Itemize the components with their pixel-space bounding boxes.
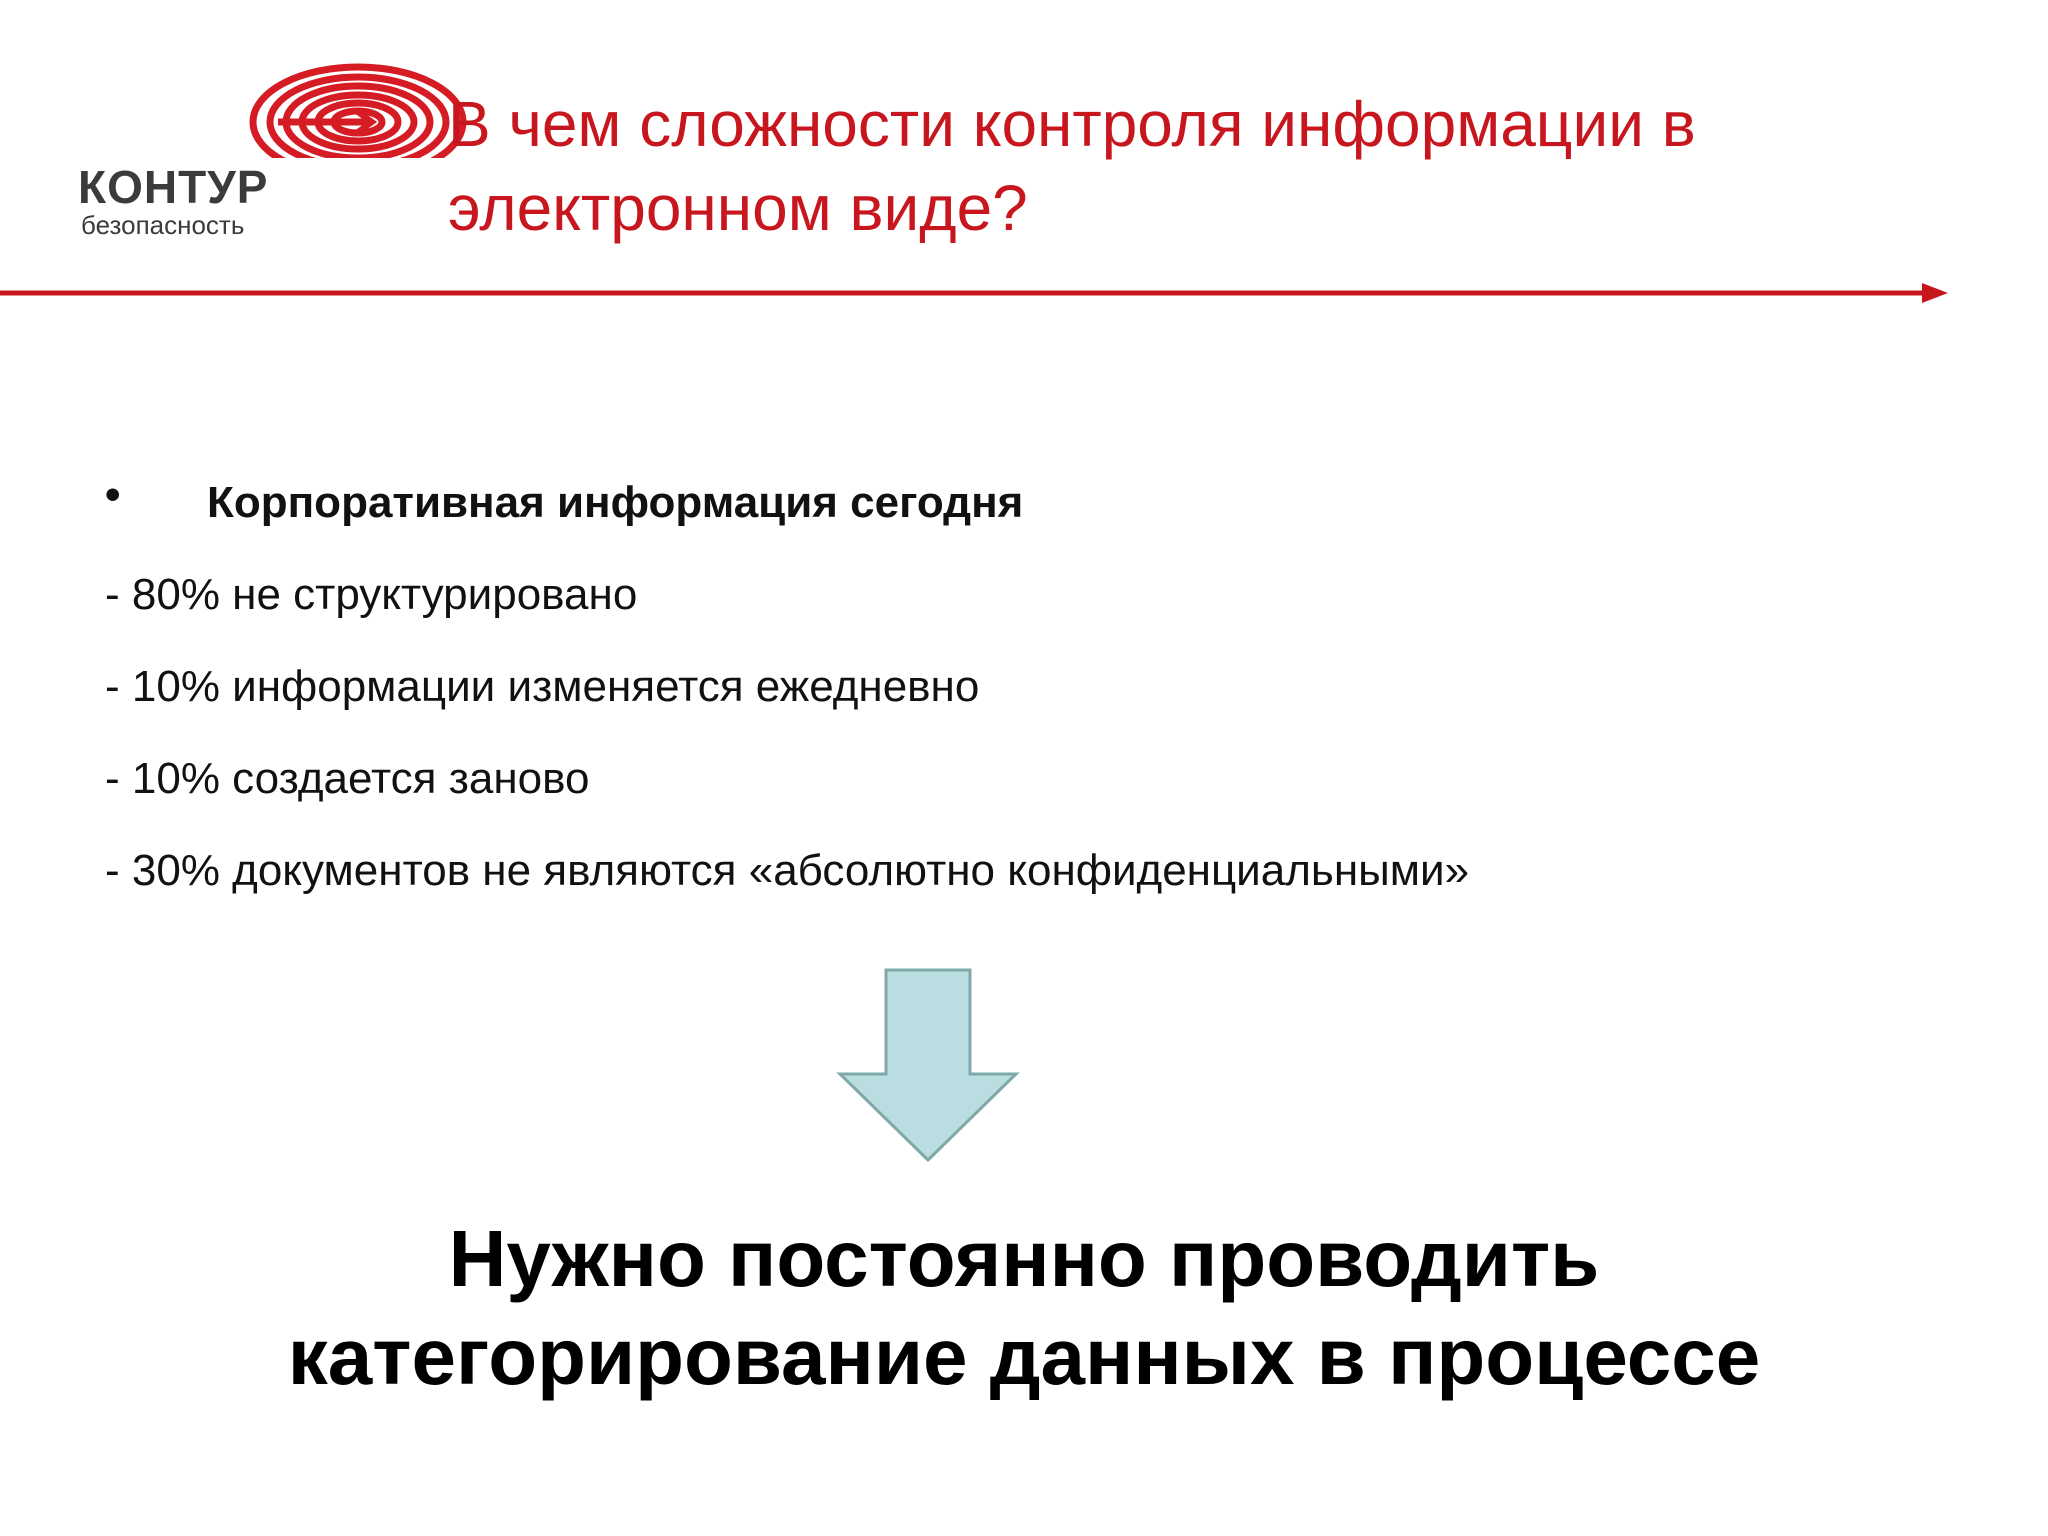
down-arrow-icon	[836, 968, 1020, 1164]
title-line-1: В чем сложности контроля информации в	[448, 88, 1696, 160]
stat-item: - 80% не структурировано	[105, 570, 638, 619]
conclusion-text	[0, 1210, 2048, 1406]
title-divider-arrow	[0, 278, 2000, 308]
stat-item: - 10% создается заново	[105, 754, 590, 803]
stat-item: - 10% информации изменяется ежедневно	[105, 662, 980, 711]
bullet-heading-text: Корпоративная информация сегодня	[207, 478, 1024, 527]
slide-title	[448, 82, 1928, 250]
logo-subtitle: безопасность	[81, 210, 245, 240]
conclusion-line-2: категорирование данных в процессе	[287, 1312, 1761, 1401]
stat-item: - 30% документов не являются «абсолютно конфиденциальными»	[105, 846, 1470, 895]
kontur-logo	[78, 60, 408, 250]
bullet-symbol: •	[105, 470, 121, 519]
conclusion-line-1: Нужно постоянно проводить	[448, 1214, 1600, 1303]
logo-name: КОНТУР	[78, 161, 269, 213]
title-line-2: электронном виде?	[448, 172, 1028, 244]
